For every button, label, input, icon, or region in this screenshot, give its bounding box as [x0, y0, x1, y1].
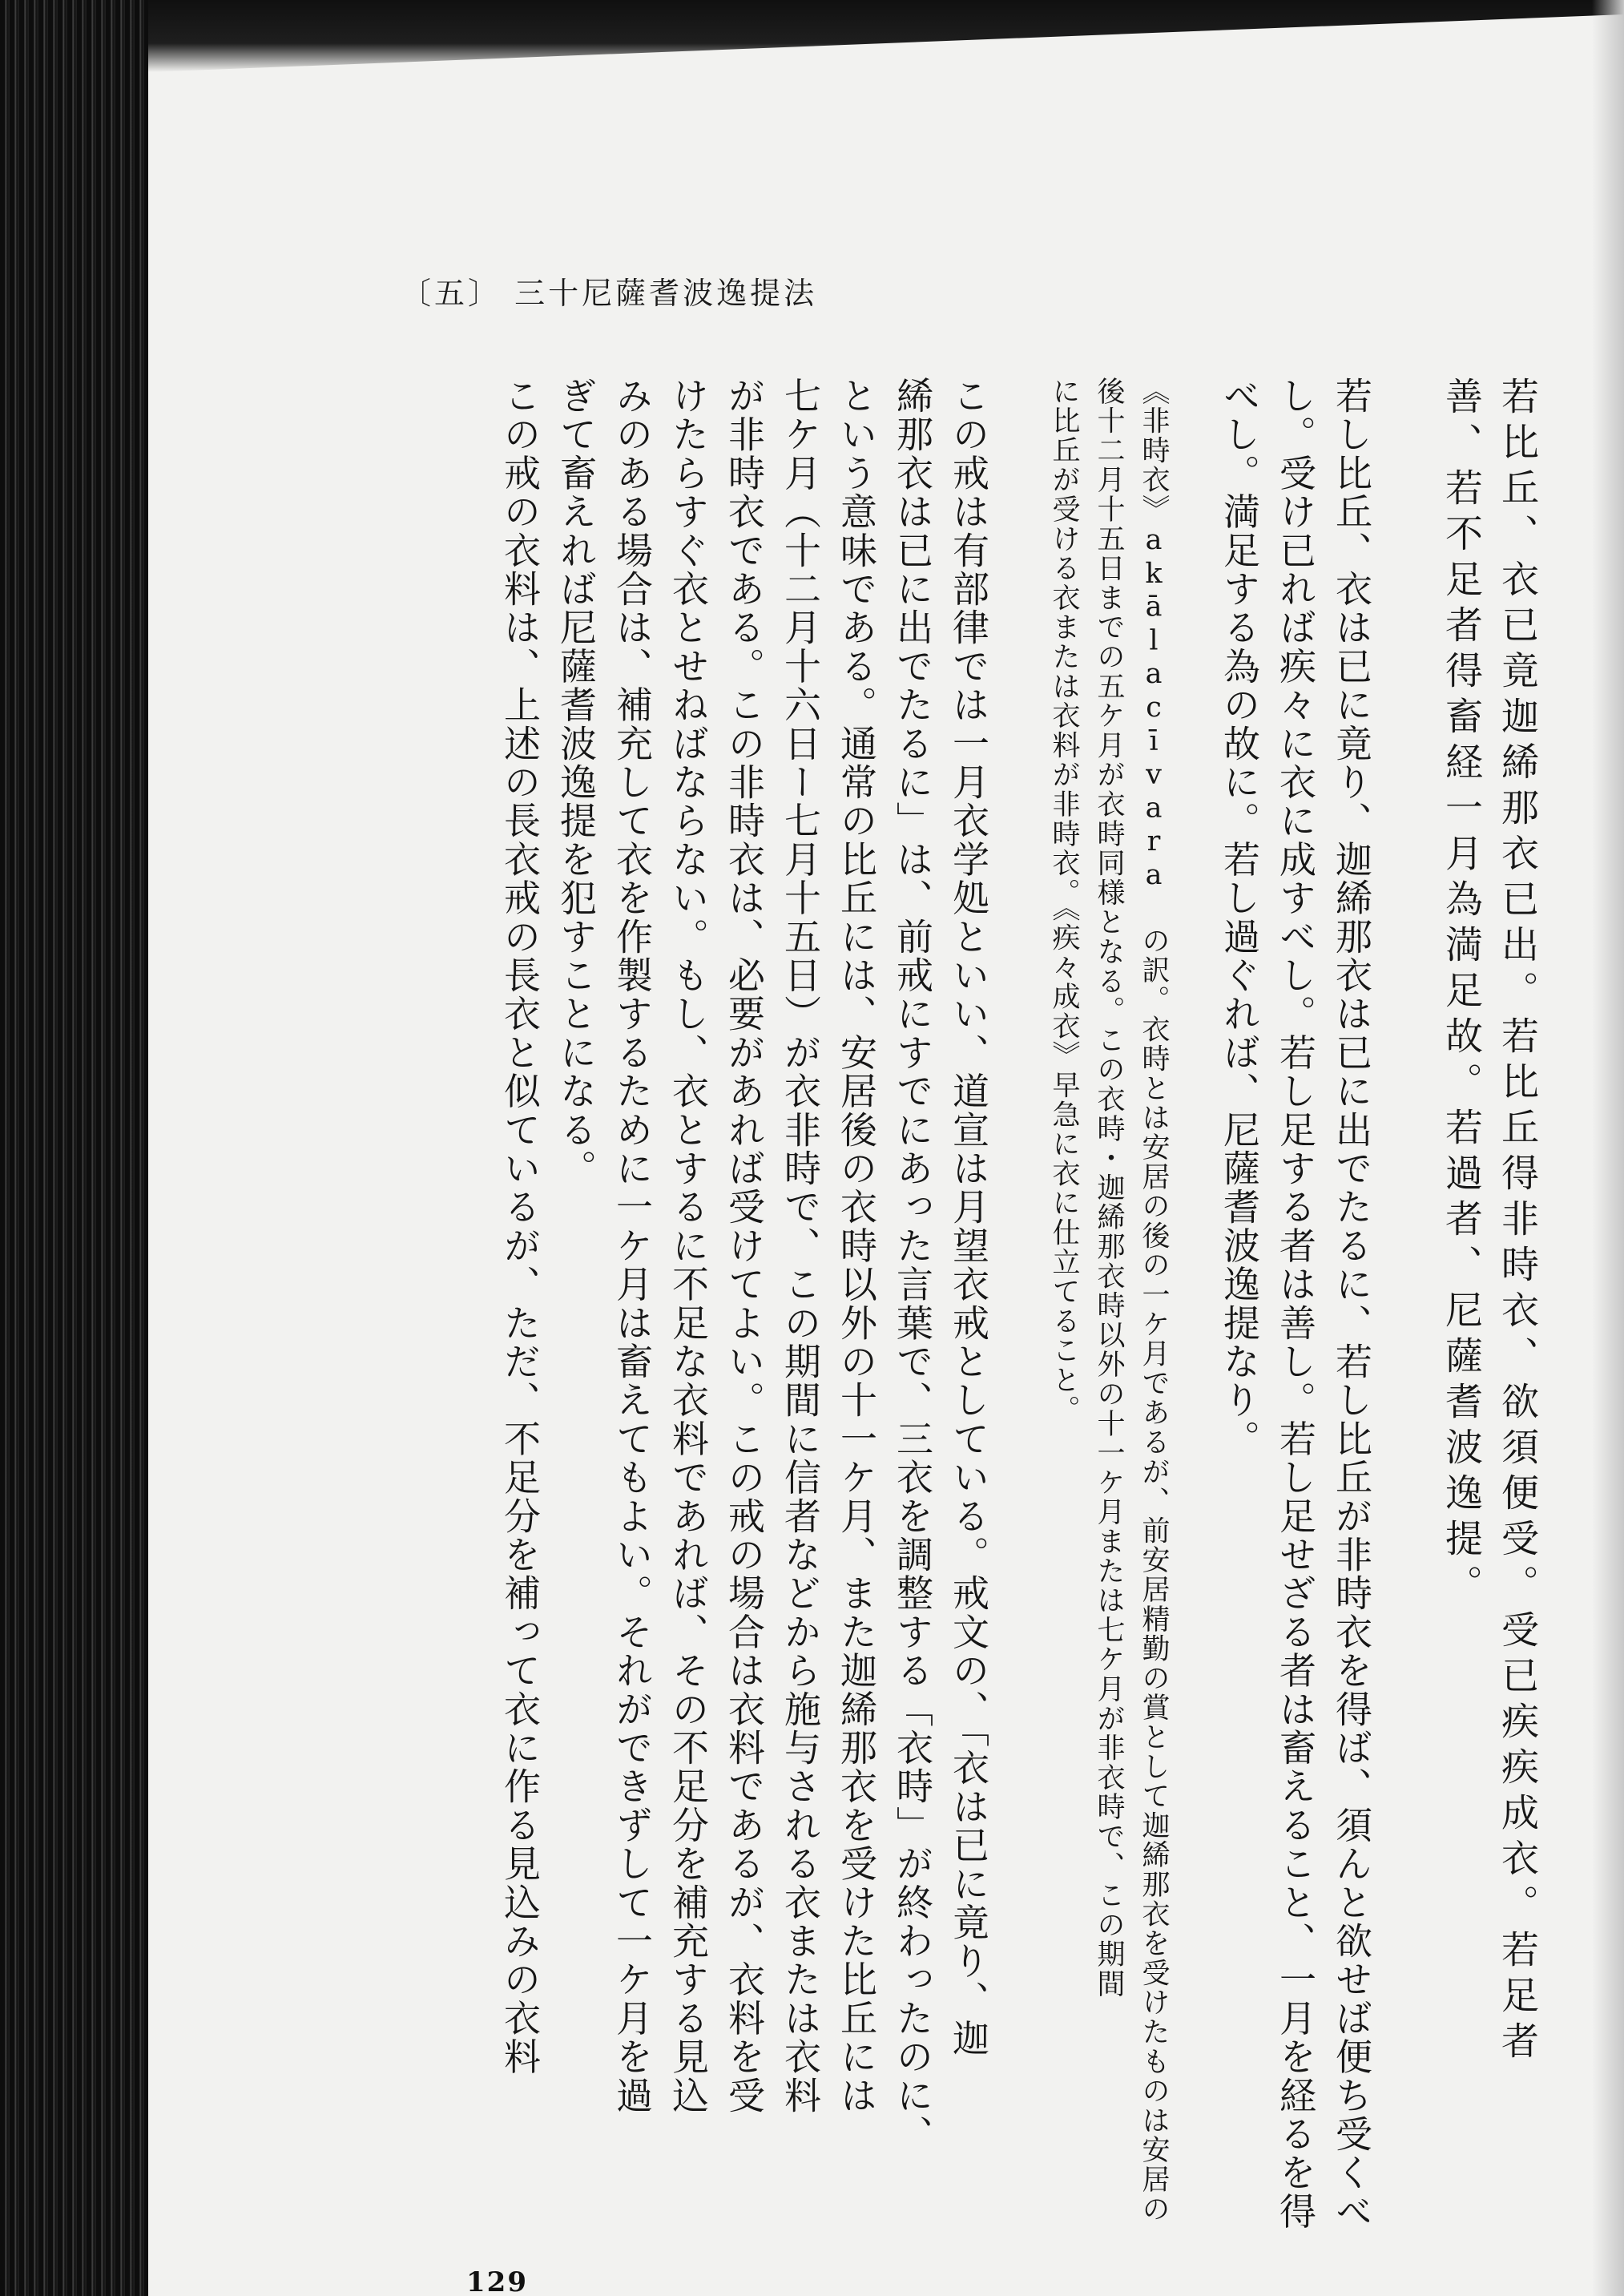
annotation-line: に比丘が受ける衣または衣料が非時衣。《疾々成衣》早急に衣に仕立てること。 [1048, 377, 1080, 1425]
precept-text-line: 若比丘、衣已竟迦絺那衣已出。若比丘得非時衣、欲須便受。受已疾疾成衣。若足者 [1495, 377, 1539, 2067]
body-text-line: 絺那衣は已に出でたるに」は、前戒にすでにあった言葉で、三衣を調整する「衣時」が終わったのに、 [891, 377, 934, 2154]
page-number: 129 [466, 2266, 528, 2296]
body-text-line: という意味である。通常の比丘には、安居後の衣時以外の十一ケ月、また迦絺那衣を受けた比丘には [835, 377, 878, 2115]
running-header: 〔五〕 三十尼薩耆波逸提法 [401, 276, 818, 311]
body-text-line: この戒の衣料は、上述の長衣戒の長衣と似ているが、ただ、不足分を補って衣に作る見込みの衣料 [498, 377, 542, 2076]
body-text-line: べし。満足する為の故に。若し過ぐれば、尼薩耆波逸提なり。 [1218, 377, 1261, 1459]
precept-text-line: 善、若不足者得畜経一月為満足故。若過者、尼薩耆波逸提。 [1439, 377, 1483, 1610]
body-text-line: ぎて畜えれば尼薩耆波逸提を犯すことになる。 [554, 377, 598, 1188]
body-text-line: し。受け已れば疾々に衣に成すべし。若し足する者は善し。若し足せざる者は畜えること、一月を経るを得 [1274, 377, 1317, 2231]
body-text-line: この戒は有部律では一月衣学処といい、道宣は月望衣戒としている。戒文の、「衣は已に竟り、迦 [947, 377, 990, 2058]
annotation-line: 《非時衣》akālacīvara の訳。衣時とは安居の後の一ケ月であるが、前安居精勤の賞として迦絺那衣を受けたものは安居の [1138, 377, 1170, 2224]
annotation-line: 後十二月十五日までの五ケ月が衣時同様となる。この衣時・迦絺那衣時以外の十一ケ月または七ケ月が非衣時で、この期間 [1093, 377, 1125, 1999]
body-text-line: けたらすぐ衣とせねばならない。もし、衣とするに不足な衣料であれば、その不足分を補充する見込 [667, 377, 710, 2115]
page-shadow [148, 0, 1624, 72]
body-text-line: 若し比丘、衣は已に竟り、迦絺那衣は已に出でたるに、若し比丘が非時衣を得ば、須んと欲せば便ち受くべ [1330, 377, 1373, 2231]
body-text-line: が非時衣である。この非時衣は、必要があれば受けてよい。この戒の場合は衣料であるが、衣料を受 [723, 377, 766, 2115]
body-text-line: 七ケ月（十二月十六日ー七月十五日）が衣非時で、この期間に信者などから施与される衣または衣料 [779, 377, 822, 2115]
page-stack-edge [0, 0, 148, 2296]
page-right-edge [1592, 0, 1624, 2296]
body-text-line: みのある場合は、補充して衣を作製するために一ケ月は畜えてもよい。それができずして一ケ月を過 [611, 377, 654, 2115]
